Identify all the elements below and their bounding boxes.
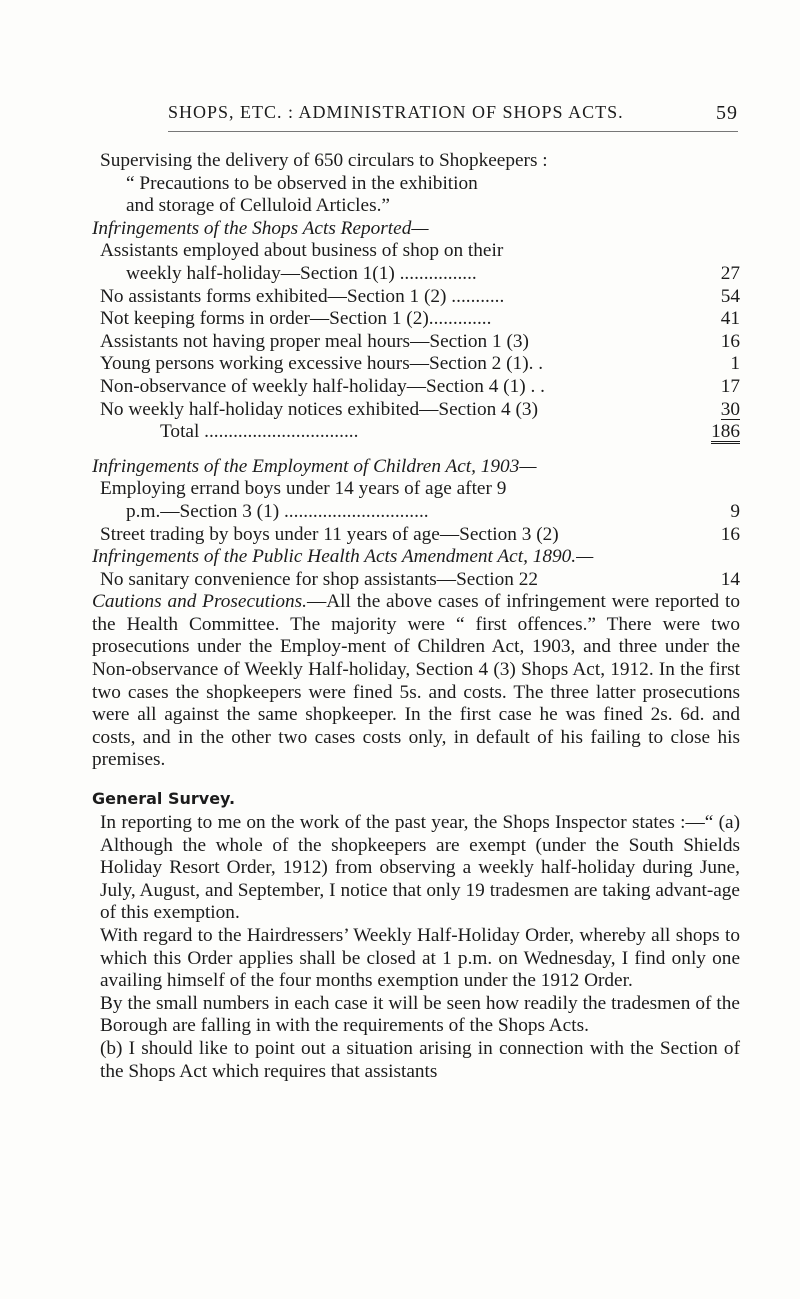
- page-body: [92, 150, 740, 1083]
- shops-acts-item-label: Assistants not having proper meal hours—Section 1 (3): [100, 330, 529, 352]
- total-label: Total ................................: [160, 421, 359, 443]
- shops-acts-list: [100, 240, 740, 443]
- shops-acts-item-label: weekly half-holiday—Section 1(1) ................: [126, 262, 477, 284]
- children-item-value: 9: [730, 500, 740, 522]
- children-item-value: 16: [720, 523, 740, 545]
- shops-acts-item-2: [100, 286, 740, 309]
- shops-acts-item-4: [100, 331, 740, 354]
- shops-acts-item-6: [100, 376, 740, 399]
- running-head-title: SHOPS, ETC. : ADMINISTRATION OF SHOPS ACTS.: [168, 102, 624, 122]
- shops-acts-item-label: Non-observance of weekly half-holiday—Section 4 (1) . .: [100, 375, 545, 397]
- cautions-text: —All the above cases of infringement were reported to the Health Committee. The majority were “ first offences.” There were two prosecutions under the Employ-ment of Children Act, 1903, and three under the Non-observance of Weekly Half-holiday, Section 4 (3) Shops Act, 1912. In the first two cases the shopkeepers were fined 5s. and costs. The three latter prosecutions were all against the same shopkeeper. In the first case he was fined 2s. 6d. and costs, and in the other two cases costs only, in default of his failing to close his premises.: [92, 591, 740, 771]
- health-item-label: No sanitary convenience for shop assistants—Section 22: [100, 568, 539, 590]
- shops-acts-item-label: Not keeping forms in order—Section 1 (2).............: [100, 308, 492, 330]
- shops-acts-item-value: 41: [720, 308, 740, 330]
- health-item: [100, 569, 740, 592]
- shops-acts-item-label: No assistants forms exhibited—Section 1 (2) ...........: [100, 285, 505, 307]
- children-act-heading: Infringements of the Employment of Children Act, 1903—: [92, 455, 537, 477]
- shops-acts-item-value: 16: [720, 330, 740, 352]
- supervising-line-1: Supervising the delivery of 650 circulars to Shopkeepers :: [100, 150, 548, 171]
- header-rule: [168, 131, 738, 132]
- shops-acts-item-label: No weekly half-holiday notices exhibited—Section 4 (3): [100, 398, 538, 420]
- shops-acts-item-value: 30: [720, 398, 740, 420]
- shops-acts-item-value: 27: [720, 262, 740, 284]
- general-survey-para-3: By the small numbers in each case it will be seen how readily the tradesmen of the Borough are falling in with the requirements of the Shops Acts.: [100, 992, 740, 1037]
- health-item-value: 14: [720, 568, 740, 590]
- supervising-line-2: “ Precautions to be observed in the exhibition: [126, 172, 478, 194]
- shops-acts-item-1: [100, 263, 740, 286]
- children-item-1-line-a: Employing errand boys under 14 years of age after 9: [100, 478, 507, 500]
- general-survey-heading: General Survey.: [92, 789, 236, 809]
- shops-acts-item-7: [100, 399, 740, 422]
- children-item-label: Street trading by boys under 11 years of age—Section 3 (2): [100, 523, 559, 545]
- supervising-line-3: and storage of Celluloid Articles.”: [126, 195, 390, 217]
- shops-acts-item-3: [100, 308, 740, 331]
- shops-acts-item-value: 1: [730, 353, 740, 375]
- shops-acts-item-value: 54: [720, 285, 740, 307]
- general-survey-para-2: With regard to the Hairdressers’ Weekly Half-Holiday Order, whereby all shops to which this Order applies shall be closed at 1 p.m. on Wednesday, I find only one availing himself of the four months exemption under the 1912 Order.: [100, 925, 740, 992]
- general-survey-para-4: (b) I should like to point out a situation arising in connection with the Section of the Shops Act which requires that assistants: [100, 1037, 740, 1082]
- cautions-heading: Cautions and Prosecutions.: [92, 591, 307, 613]
- shops-acts-total: [100, 421, 740, 444]
- children-item-label: p.m.—Section 3 (1) ..............................: [126, 500, 429, 522]
- health-act-heading: Infringements of the Public Health Acts Amendment Act, 1890.—: [92, 546, 594, 568]
- children-item-2: [100, 524, 740, 547]
- shops-acts-item-label: Young persons working excessive hours—Section 2 (1). .: [100, 353, 544, 375]
- cautions-paragraph: [92, 591, 740, 772]
- general-survey-para-1: In reporting to me on the work of the past year, the Shops Inspector states :—“ (a) Although the whole of the shopkeepers are exempt (under the South Shields Holiday Resort Order, 1912) from observing a weekly half-holiday during June, July, August, and September, I notice that only 19 tradesmen are taking advant-age of this exemption.: [100, 812, 740, 924]
- shops-acts-item-5: [100, 353, 740, 376]
- shops-acts-heading: Infringements of the Shops Acts Reported—: [92, 217, 429, 239]
- shops-acts-item-1-line-a: Assistants employed about business of shop on their: [100, 240, 504, 262]
- total-value: 186: [711, 421, 740, 443]
- children-item-1: [100, 501, 740, 524]
- shops-acts-item-value: 17: [720, 375, 740, 397]
- page-number: 59: [716, 102, 738, 124]
